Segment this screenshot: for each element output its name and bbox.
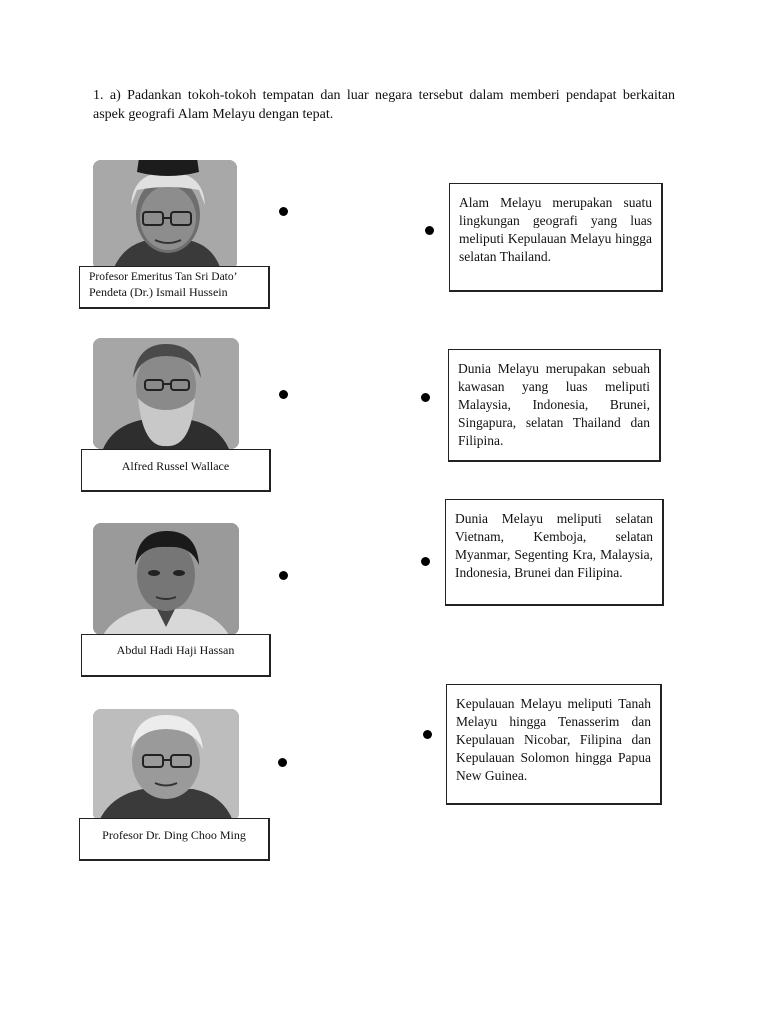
match-dot-left[interactable] (278, 758, 287, 767)
match-dot-left[interactable] (279, 571, 288, 580)
figure-name-box (79, 266, 270, 309)
definition-text: Alam Melayu merupakan suatu lingkungan geografi yang luas meliputi Kepulauan Melayu hingga selatan Thailand. (459, 195, 652, 264)
figure-name-line2: Pendeta (Dr.) Ismail Hussein (89, 285, 228, 299)
match-dot-left[interactable] (279, 390, 288, 399)
definition-text: Dunia Melayu merupakan sebuah kawasan yang luas meliputi Malaysia, Indonesia, Brunei, Singapura, selatan Thailand dan Filipina. (458, 361, 650, 448)
question-text: 1. a) Padankan tokoh-tokoh tempatan dan luar negara tersebut dalam memberi pendapat berkaitan aspek geografi Alam Melayu dengan tepat. (93, 88, 675, 122)
figure-name: Alfred Russel Wallace (121, 459, 230, 473)
portrait-photo-abdul-hadi (93, 523, 239, 635)
match-dot-right[interactable] (425, 226, 434, 235)
figure-name-line1: Profesor Emeritus Tan Sri Dato’ (89, 271, 238, 283)
figure-name-box (81, 449, 271, 492)
definition-box (448, 349, 661, 462)
match-dot-right[interactable] (423, 730, 432, 739)
definition-box (449, 183, 663, 292)
match-dot-right[interactable] (421, 393, 430, 402)
definition-text: Dunia Melayu meliputi selatan Vietnam, Kemboja, selatan Myanmar, Segenting Kra, Malaysia, Indonesia, Brunei dan Filipina. (455, 511, 653, 580)
match-dot-right[interactable] (421, 557, 430, 566)
definition-box (445, 499, 664, 606)
match-dot-left[interactable] (279, 207, 288, 216)
portrait-photo-alfred-wallace (93, 338, 239, 449)
definition-box (446, 684, 662, 805)
figure-name: Abdul Hadi Haji Hassan (116, 643, 235, 657)
portrait-photo-ding-choo-ming (93, 709, 239, 821)
portrait-photo-ismail-hussein (93, 160, 237, 270)
figure-name: Profesor Dr. Ding Choo Ming (102, 828, 246, 842)
definition-text: Kepulauan Melayu meliputi Tanah Melayu hingga Tenasserim dan Kepulauan Nicobar, Filipina dan Kepulauan Solomon hingga Papua New Guinea. (456, 696, 651, 783)
figure-name-box (81, 634, 271, 677)
figure-name-box (79, 818, 270, 861)
